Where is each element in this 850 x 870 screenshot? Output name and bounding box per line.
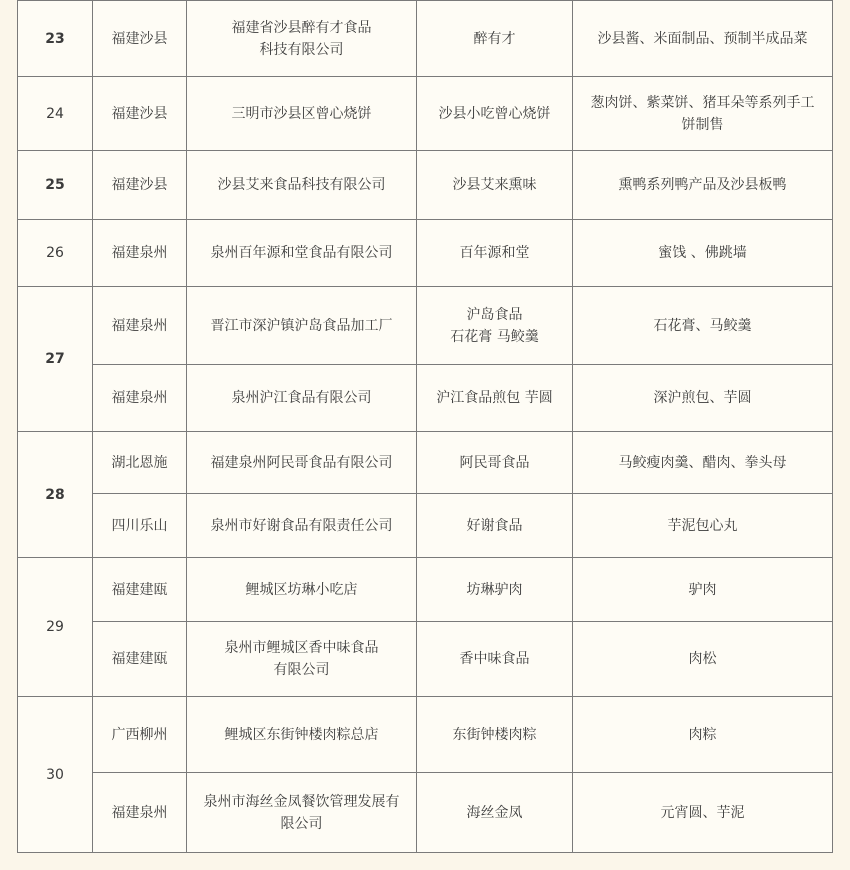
- product-cell: 肉粽: [573, 697, 833, 773]
- brand-cell: 沪江食品煎包 芋圆: [417, 365, 573, 432]
- brand-cell: 沙县小吃曾心烧饼: [417, 77, 573, 151]
- brand-cell: 坊琳驴肉: [417, 558, 573, 622]
- product-cell: 肉松: [573, 622, 833, 697]
- table-row: [18, 697, 833, 773]
- company-cell: 福建省沙县醉有才食品 科技有限公司: [187, 1, 417, 77]
- company-cell: 泉州市海丝金凤餐饮管理发展有 限公司: [187, 773, 417, 853]
- company-cell: 福建泉州阿民哥食品有限公司: [187, 432, 417, 494]
- table-row: [18, 432, 833, 494]
- company-cell: 沙县艾来食品科技有限公司: [187, 151, 417, 220]
- region-cell: 广西柳州: [93, 697, 187, 773]
- table-row: [18, 220, 833, 287]
- product-cell: 熏鸭系列鸭产品及沙县板鸭: [573, 151, 833, 220]
- brand-cell: 沙县艾来熏味: [417, 151, 573, 220]
- brand-cell: 好谢食品: [417, 494, 573, 558]
- row-number: 28: [18, 432, 93, 558]
- region-cell: 福建泉州: [93, 365, 187, 432]
- table-row: [18, 77, 833, 151]
- table-row: [18, 622, 833, 697]
- region-cell: 福建沙县: [93, 151, 187, 220]
- brand-cell: 东街钟楼肉粽: [417, 697, 573, 773]
- product-cell: 蜜饯 、佛跳墙: [573, 220, 833, 287]
- table-row: [18, 287, 833, 365]
- row-number: 29: [18, 558, 93, 697]
- company-cell: 泉州百年源和堂食品有限公司: [187, 220, 417, 287]
- table-row: [18, 773, 833, 853]
- region-cell: 湖北恩施: [93, 432, 187, 494]
- row-number: 25: [18, 151, 93, 220]
- table-row: [18, 151, 833, 220]
- product-cell: 元宵圆、芋泥: [573, 773, 833, 853]
- table-row: [18, 558, 833, 622]
- brand-cell: 沪岛食品 石花膏 马鲛羹: [417, 287, 573, 365]
- row-number: 27: [18, 287, 93, 432]
- region-cell: 四川乐山: [93, 494, 187, 558]
- region-cell: 福建建瓯: [93, 558, 187, 622]
- product-cell: 驴肉: [573, 558, 833, 622]
- product-cell: 芋泥包心丸: [573, 494, 833, 558]
- table-row: [18, 1, 833, 77]
- brand-cell: 百年源和堂: [417, 220, 573, 287]
- brand-cell: 阿民哥食品: [417, 432, 573, 494]
- region-cell: 福建沙县: [93, 1, 187, 77]
- table-row: [18, 365, 833, 432]
- row-number: 30: [18, 697, 93, 853]
- row-number: 26: [18, 220, 93, 287]
- company-cell: 三明市沙县区曾心烧饼: [187, 77, 417, 151]
- region-cell: 福建泉州: [93, 287, 187, 365]
- product-cell: 沙县酱、米面制品、预制半成品菜: [573, 1, 833, 77]
- company-cell: 泉州市鲤城区香中味食品 有限公司: [187, 622, 417, 697]
- page-bottom-margin: [0, 856, 850, 870]
- company-cell: 鲤城区东街钟楼肉粽总店: [187, 697, 417, 773]
- company-cell: 晋江市深沪镇沪岛食品加工厂: [187, 287, 417, 365]
- region-cell: 福建沙县: [93, 77, 187, 151]
- brand-cell: 海丝金凤: [417, 773, 573, 853]
- row-number: 23: [18, 1, 93, 77]
- product-cell: 葱肉饼、紫菜饼、猪耳朵等系列手工 饼制售: [573, 77, 833, 151]
- product-cell: 马鲛瘦肉羹、醋肉、拳头母: [573, 432, 833, 494]
- region-cell: 福建泉州: [93, 773, 187, 853]
- brand-cell: 醉有才: [417, 1, 573, 77]
- company-cell: 泉州沪江食品有限公司: [187, 365, 417, 432]
- company-cell: 泉州市好谢食品有限责任公司: [187, 494, 417, 558]
- region-cell: 福建泉州: [93, 220, 187, 287]
- product-cell: 石花膏、马鲛羹: [573, 287, 833, 365]
- brand-list-table: [17, 0, 833, 853]
- company-cell: 鲤城区坊琳小吃店: [187, 558, 417, 622]
- region-cell: 福建建瓯: [93, 622, 187, 697]
- brand-cell: 香中味食品: [417, 622, 573, 697]
- table-row: [18, 494, 833, 558]
- product-cell: 深沪煎包、芋圆: [573, 365, 833, 432]
- row-number: 24: [18, 77, 93, 151]
